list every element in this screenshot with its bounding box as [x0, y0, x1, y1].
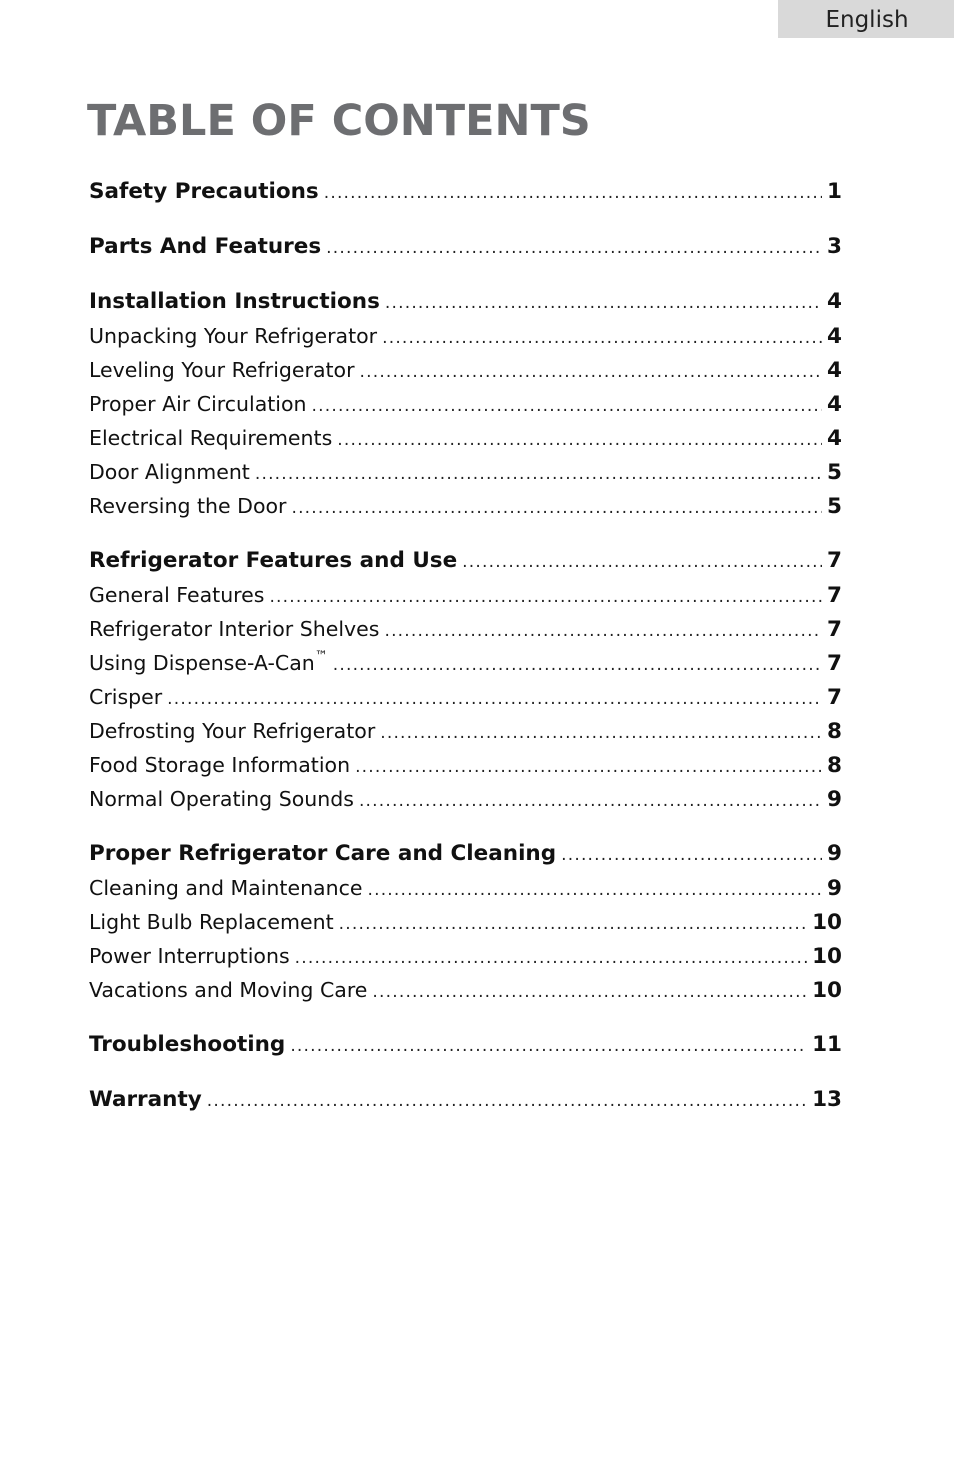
toc-subentry[interactable] — [89, 489, 842, 523]
toc-page-number: 9 — [827, 841, 842, 866]
dot-leader — [360, 355, 823, 389]
table-of-contents — [89, 175, 842, 1138]
toc-subentry[interactable] — [89, 578, 842, 612]
toc-section — [89, 175, 842, 209]
toc-entry-title — [89, 175, 319, 209]
toc-heading-entry[interactable] — [89, 285, 842, 319]
toc-page-number: 7 — [827, 583, 842, 608]
toc-heading-entry[interactable] — [89, 837, 842, 871]
toc-subentry[interactable] — [89, 353, 842, 387]
dot-leader — [290, 1029, 807, 1063]
dot-leader — [382, 321, 822, 355]
toc-heading-entry[interactable] — [89, 230, 842, 264]
toc-section — [89, 285, 842, 523]
toc-page-number: 8 — [827, 719, 842, 744]
toc-section — [89, 544, 842, 816]
toc-page-number: 4 — [827, 426, 842, 451]
toc-entry-title-text: Using Dispense-A-Can — [89, 651, 315, 675]
page-title: TABLE OF CONTENTS — [87, 96, 591, 146]
toc-page-number: 5 — [827, 494, 842, 519]
toc-entry-title — [89, 973, 367, 1007]
dot-leader — [167, 682, 822, 716]
toc-subentry[interactable] — [89, 782, 842, 816]
toc-entry-title — [89, 714, 375, 748]
toc-heading-entry[interactable] — [89, 544, 842, 578]
toc-page-number: 1 — [827, 179, 842, 204]
toc-entry-title-text: Light Bulb Replacement — [89, 910, 334, 934]
toc-page-number: 4 — [827, 358, 842, 383]
dot-leader — [207, 1084, 807, 1118]
toc-entry-title — [89, 837, 556, 871]
toc-page-number: 9 — [827, 787, 842, 812]
toc-page-number: 8 — [827, 753, 842, 778]
toc-entry-title — [89, 680, 162, 714]
toc-subentry[interactable] — [89, 387, 842, 421]
toc-subentry[interactable] — [89, 680, 842, 714]
toc-entry-title-text: Unpacking Your Refrigerator — [89, 324, 378, 348]
dot-leader — [385, 286, 822, 320]
toc-page-number: 7 — [827, 617, 842, 642]
toc-page-number: 4 — [827, 289, 842, 314]
toc-page-number: 3 — [827, 234, 842, 259]
toc-entry-title-text: Food Storage Information — [89, 753, 351, 777]
toc-page-number: 5 — [827, 460, 842, 485]
toc-entry-title-text: Leveling Your Refrigerator — [89, 358, 355, 382]
toc-section — [89, 837, 842, 1007]
toc-entry-title-text: Troubleshooting — [89, 1032, 286, 1057]
toc-page-number: 11 — [812, 1032, 842, 1057]
dot-leader — [312, 389, 822, 423]
dot-leader — [561, 838, 822, 872]
toc-entry-title — [89, 782, 354, 816]
dot-leader — [355, 750, 822, 784]
toc-subentry[interactable] — [89, 646, 842, 680]
toc-page-number: 10 — [812, 944, 842, 969]
toc-entry-title — [89, 489, 286, 523]
dot-leader — [269, 580, 822, 614]
toc-entry-title-text: Proper Air Circulation — [89, 392, 307, 416]
dot-leader — [380, 716, 822, 750]
toc-page-number: 7 — [827, 651, 842, 676]
toc-entry-title — [89, 612, 379, 646]
dot-leader — [291, 491, 822, 525]
toc-entry-title-text: Vacations and Moving Care — [89, 978, 368, 1002]
toc-entry-title — [89, 319, 377, 353]
dot-leader — [324, 176, 822, 210]
toc-entry-title — [89, 353, 355, 387]
dot-leader — [368, 873, 823, 907]
dot-leader — [384, 614, 822, 648]
dot-leader — [462, 545, 822, 579]
toc-subentry[interactable] — [89, 748, 842, 782]
toc-entry-title-text: Power Interruptions — [89, 944, 290, 968]
toc-section — [89, 1028, 842, 1062]
toc-entry-title — [89, 748, 350, 782]
toc-page-number: 4 — [827, 392, 842, 417]
toc-entry-title — [89, 455, 250, 489]
toc-subentry[interactable] — [89, 905, 842, 939]
toc-entry-title-text: Refrigerator Interior Shelves — [89, 617, 380, 641]
toc-page-number: 4 — [827, 324, 842, 349]
dot-leader — [359, 784, 822, 818]
toc-page-number: 10 — [812, 910, 842, 935]
toc-heading-entry[interactable] — [89, 1083, 842, 1117]
toc-subentry[interactable] — [89, 973, 842, 1007]
toc-entry-title-text: Cleaning and Maintenance — [89, 876, 363, 900]
toc-entry-title — [89, 421, 332, 455]
toc-entry-title-text: General Features — [89, 583, 265, 607]
toc-entry-title-text: Normal Operating Sounds — [89, 787, 354, 811]
toc-entry-title-text: Electrical Requirements — [89, 426, 333, 450]
dot-leader — [326, 231, 822, 265]
toc-entry-title-text: Parts And Features — [89, 234, 322, 259]
toc-entry-title-text: Warranty — [89, 1087, 202, 1112]
toc-subentry[interactable] — [89, 939, 842, 973]
toc-subentry[interactable] — [89, 714, 842, 748]
toc-entry-title-text: Refrigerator Features and Use — [89, 548, 458, 573]
toc-entry-title-text: Installation Instructions — [89, 289, 380, 314]
toc-entry-title-text: Crisper — [89, 685, 163, 709]
toc-entry-title — [89, 939, 290, 973]
toc-entry-title-text: Reversing the Door — [89, 494, 287, 518]
toc-entry-title — [89, 387, 307, 421]
toc-entry-title — [89, 285, 380, 319]
toc-entry-title — [89, 1028, 285, 1062]
toc-entry-title-text: Defrosting Your Refrigerator — [89, 719, 376, 743]
dot-leader — [372, 975, 807, 1009]
toc-entry-title — [89, 646, 328, 680]
toc-entry-title — [89, 544, 457, 578]
dot-leader — [339, 907, 807, 941]
dot-leader — [295, 941, 807, 975]
toc-subentry[interactable] — [89, 455, 842, 489]
toc-entry-title — [89, 1083, 202, 1117]
toc-page-number: 10 — [812, 978, 842, 1003]
toc-entry-title-text: Safety Precautions — [89, 179, 319, 204]
toc-subentry[interactable] — [89, 421, 842, 455]
toc-entry-title — [89, 230, 321, 264]
toc-entry-title-text: Door Alignment — [89, 460, 250, 484]
toc-page-number: 13 — [812, 1087, 842, 1112]
toc-entry-title-text: Proper Refrigerator Care and Cleaning — [89, 841, 557, 866]
toc-page-number: 9 — [827, 876, 842, 901]
dot-leader — [333, 648, 822, 682]
toc-page-number: 7 — [827, 685, 842, 710]
dot-leader — [255, 457, 822, 491]
trademark-symbol: ™ — [314, 649, 328, 665]
toc-heading-entry[interactable] — [89, 1028, 842, 1062]
toc-entry-title — [89, 871, 363, 905]
toc-subentry[interactable] — [89, 319, 842, 353]
language-tab: English — [778, 0, 954, 38]
toc-section — [89, 230, 842, 264]
toc-section — [89, 1083, 842, 1117]
toc-entry-title — [89, 578, 264, 612]
dot-leader — [337, 423, 822, 457]
toc-subentry[interactable] — [89, 871, 842, 905]
toc-page-number: 7 — [827, 548, 842, 573]
toc-subentry[interactable] — [89, 612, 842, 646]
toc-entry-title — [89, 905, 334, 939]
toc-heading-entry[interactable] — [89, 175, 842, 209]
